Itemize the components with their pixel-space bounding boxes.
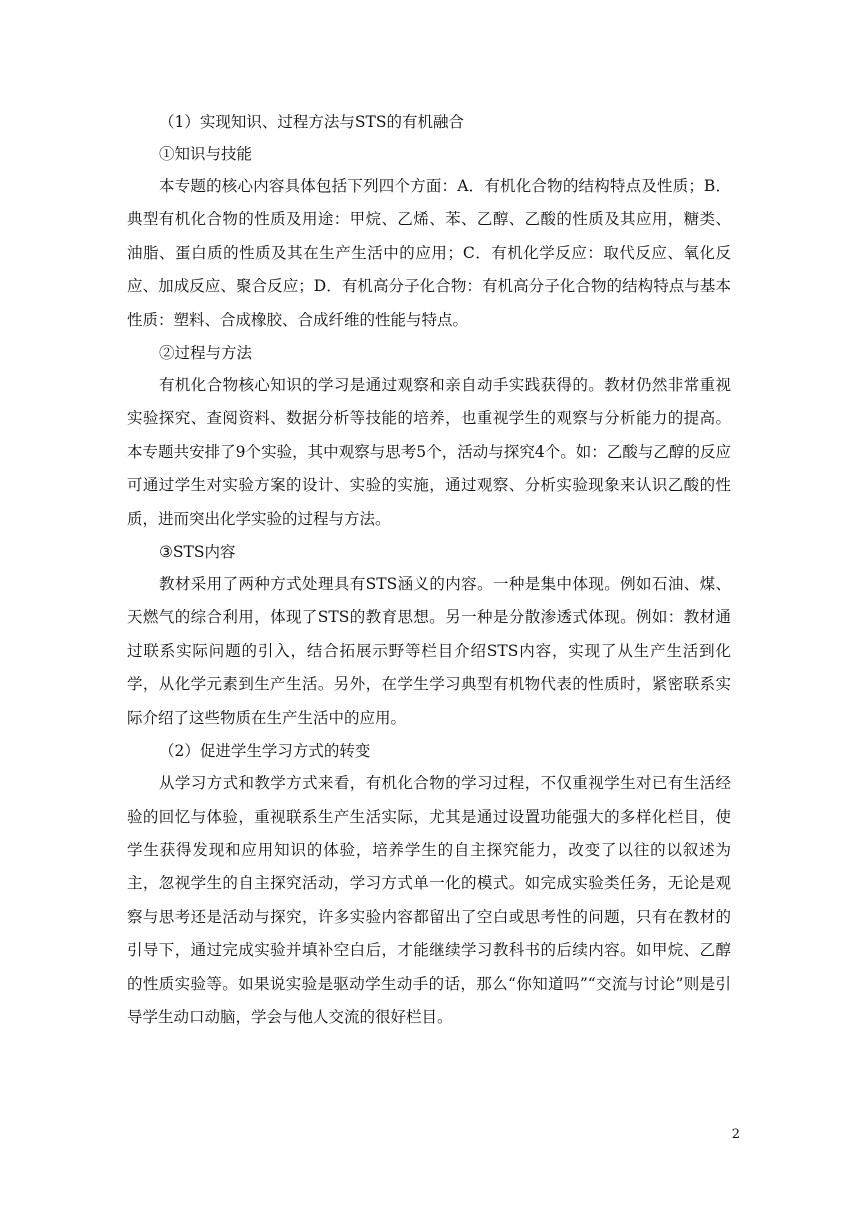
paragraph-core-content: 本专题的核心内容具体包括下列四个方面：A．有机化合物的结构特点及性质；B．典型有机化合物的性质及用途：甲烷、乙烯、苯、乙醇、乙酸的性质及其应用，糖类、油脂、蛋白质的性质及其在生产生活中的应用；C．有机化学反应：取代反应、氧化反应、加成反应、聚合反应；D．有机高分子化合物：有机高分子化合物的结构特点与基本性质：塑料、合成橡胶、合成纤维的性能与特点。 <box>127 177 731 329</box>
document-body <box>127 106 731 1034</box>
paragraph-sts: 教材采用了两种方式处理具有STS涵义的内容。一种是集中体现。例如石油、煤、天燃气的综合利用，体现了STS的教育思想。另一种是分散渗透式体现。例如：教材通过联系实际问题的引入，结合拓展示野等栏目介绍STS内容，实现了从生产生活到化学，从化学元素到生产生活。另外，在学生学习典型有机物代表的性质时，紧密联系实际介绍了这些物质在生产生活中的应用。 <box>127 575 731 727</box>
subsection-heading-knowledge-skills: ①知识与技能 <box>159 145 253 163</box>
page-number: 2 <box>731 1127 740 1142</box>
paragraph-learning-methods: 从学习方式和教学方式来看，有机化合物的学习过程，不仅重视学生对已有生活经验的回忆与体验，重视联系生产生活实际，尤其是通过设置功能强大的多样化栏目，使学生获得发现和应用知识的体验，培养学生的自主探究能力，改变了以往的以叙述为主，忽视学生的自主探究活动，学习方式单一化的模式。如完成实验类任务，无论是观察与思考还是活动与探究，许多实验内容都留出了空白或思考性的问题，只有在教材的引导下，通过完成实验并填补空白后，才能继续学习教科书的后续内容。如甲烷、乙醇的性质实验等。如果说实验是驱动学生动手的话，那么“你知道吗”“交流与讨论”则是引导学生动口动脑，学会与他人交流的很好栏目。 <box>127 774 731 1026</box>
subsection-heading-process-methods: ②过程与方法 <box>159 344 253 363</box>
paragraph-experiments: 有机化合物核心知识的学习是通过观察和亲自动手实践获得的。教材仍然非常重视实验探究、查阅资料、数据分析等技能的培养，也重视学生的观察与分析能力的提高。本专题共安排了9个实验，其中观察与思考5个，活动与探究4个。如：乙酸与乙醇的反应可通过学生对实验方案的设计、实验的实施，通过观察、分析实验现象来认识乙酸的性质，进而突出化学实验的过程与方法。 <box>127 376 731 528</box>
section-heading-2: （2）促进学生学习方式的转变 <box>159 742 371 761</box>
section-heading-1: （1）实现知识、过程方法与STS的有机融合 <box>159 113 464 131</box>
subsection-heading-sts: ③STS内容 <box>159 543 236 562</box>
